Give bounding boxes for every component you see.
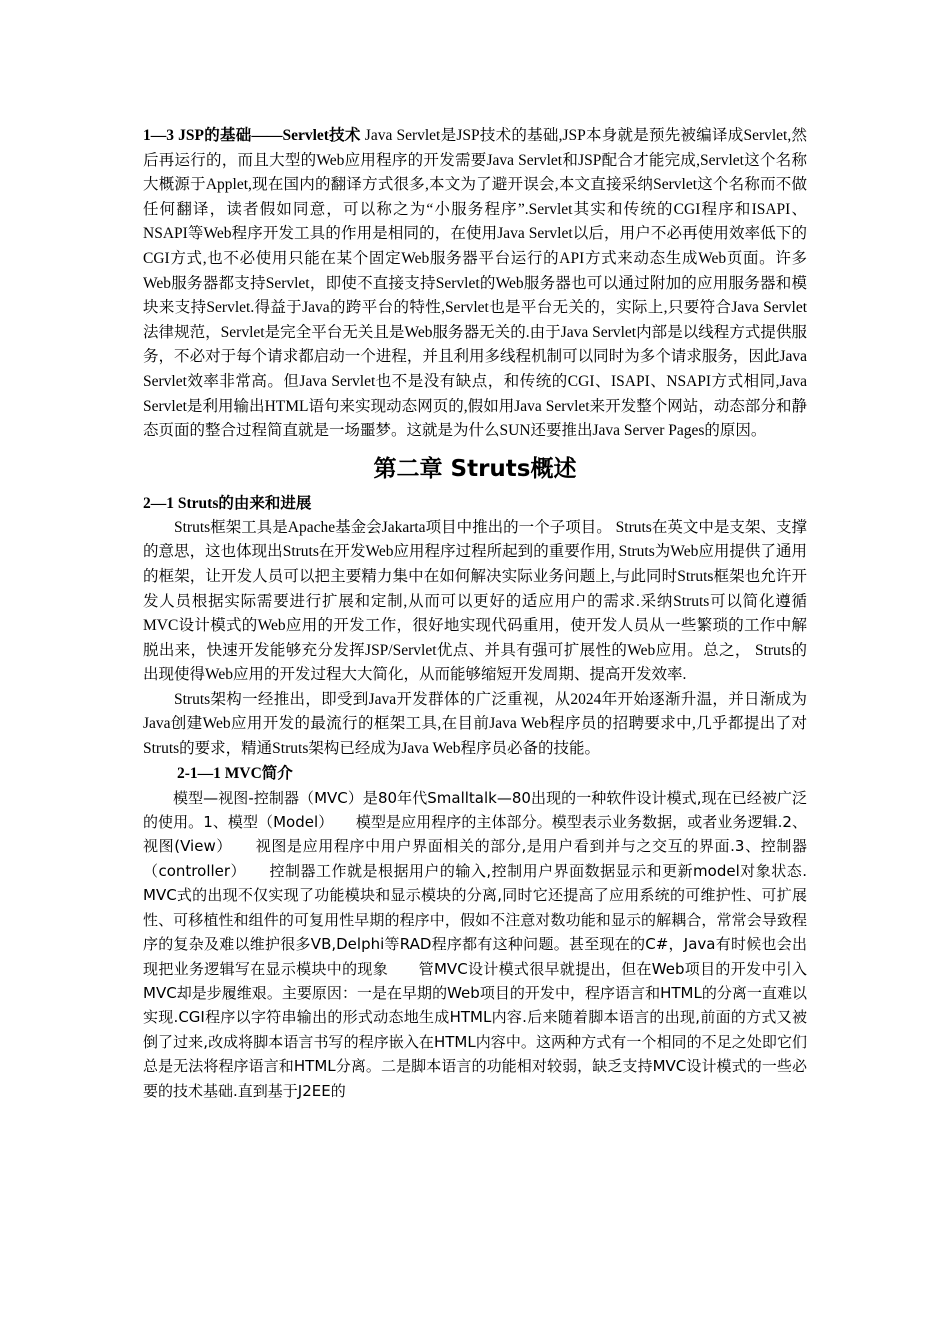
section-2-1-heading: 2—1 Struts的由来和进展 — [143, 494, 312, 512]
section-1-3-text: Java Servlet是JSP技术的基础,JSP本身就是预先被编译成Servlet,然后再运行的，而且大型的Web应用程序的开发需要Java Servlet和JSP配合才能完成,Servlet这个名称大概源于Applet,现在国内的翻译方式很多,本文为了避开误会,本文直接采纳Servlet这个名称而不做任何翻译，读者假如同意，可以称之为“小服务程序”.Servlet其实和传统的CGI程序和ISAPI、NSAPI等Web程序开发工具的作用是相同的，在使用Java Servlet以后，用户不必再使用效率低下的CGI方式,也不必使用只能在某个固定Web服务器平台运行的API方式来动态生成Web页面。许多Web服务器都支持Servlet，即使不直接支持Servlet的Web服务器也可以通过附加的应用服务器和模块来支持Servlet.得益于Java的跨平台的特性,Servlet也是平台无关的，实际上,只要符合Java Servlet法律规范，Servlet是完全平台无关且是Web服务器无关的.由于Java Servlet内部是以线程方式提供服务，不必对于每个请求都启动一个进程，并且利用多线程机制可以同时为多个请求服务，因此Java Servlet效率非常高。但Java Servlet也不是没有缺点，和传统的CGI、ISAPI、NSAPI方式相同,Java Servlet是利用输出HTML语句来实现动态网页的,假如用Java Servlet来开发整个网站，动态部分和静态页面的整合过程简直就是一场噩梦。这就是为什么SUN还要推出Java Server Pages的原因。 — [143, 127, 807, 440]
chapter-2-title: 第二章 Struts概述 — [373, 455, 577, 482]
section-2-1-paragraph-2: Struts架构一经推出，即受到Java开发群体的广泛重视，从2024年开始逐渐升温，并日渐成为Java创建Web应用开发的最流行的框架工具,在目前Java Web程序员的招聘要求中,几乎都提出了对Struts的要求，精通Struts架构已经成为Java Web程序员必备的技能。 — [143, 690, 807, 758]
section-2-1-1-heading: 2-1—1 MVC简介 — [177, 764, 293, 782]
section-1-3-heading: 1—3 JSP的基础——Servlet技术 — [143, 127, 361, 144]
section-2-1-paragraph-1: Struts框架工具是Apache基金会Jakarta项目中推出的一个子项目。 Struts在英文中是支架、支撑的意思，这也体现出Struts在开发Web应用程序过程所起到的重要作用, Struts为Web应用提供了通用的框架，让开发人员可以把主要精力集中在如何解决实际业务问题上,与此同时Struts框架也允许开发人员根据实际需要进行扩展和定制,从而可以更好的适应用户的需求.采纳Struts可以简化遵循MVC设计模式的Web应用的开发工作，很好地实现代码重用，使开发人员从一些繁琐的工作中解脱出来，快速开发能够充分发挥JSP/Servlet优点、并具有强可扩展性的Web应用。总之， Struts的出现使得Web应用的开发过程大大简化，从而能够缩短开发周期、提高开发效率. — [143, 518, 807, 684]
section-1-3-paragraph — [143, 124, 807, 444]
document-body — [143, 124, 838, 1103]
section-2-1-1-paragraph: 模型—视图-控制器（MVC）是80年代Smalltalk—80出现的一种软件设计模式,现在已经被广泛的使用。1、模型（Model） 模型是应用程序的主体部分。模型表示业务数据，或者业务逻辑.2、视图(View） 视图是应用程序中用户界面相关的部分,是用户看到并与之交互的界面.3、控制器（controller） 控制器工作就是根据用户的输入,控制用户界面数据显示和更新model对象状态. MVC式的出现不仅实现了功能模块和显示模块的分离,同时它还提高了应用系统的可维护性、可扩展性、可移植性和组件的可复用性早期的程序中，假如不注意对数功能和显示的解耦合，常常会导致程序的复杂及难以维护很多VB,Delphi等RAD程序都有这种问题。甚至现在的C#，Java有时候也会出现把业务逻辑写在显示模块中的现象 管MVC设计模式很早就提出，但在Web项目的开发中引入MVC却是步履维艰。主要原因：一是在早期的Web项目的开发中，程序语言和HTML的分离一直难以实现.CGI程序以字符串输出的形式动态地生成HTML内容.后来随着脚本语言的出现,前面的方式又被倒了过来,改成将脚本语言书写的程序嵌入在HTML内容中。这两种方式有一个相同的不足之处即它们总是无法将程序语言和HTML分离。二是脚本语言的功能相对较弱，缺乏支持MVC设计模式的一些必要的技术基础.直到基于J2EE的 — [143, 788, 838, 1100]
